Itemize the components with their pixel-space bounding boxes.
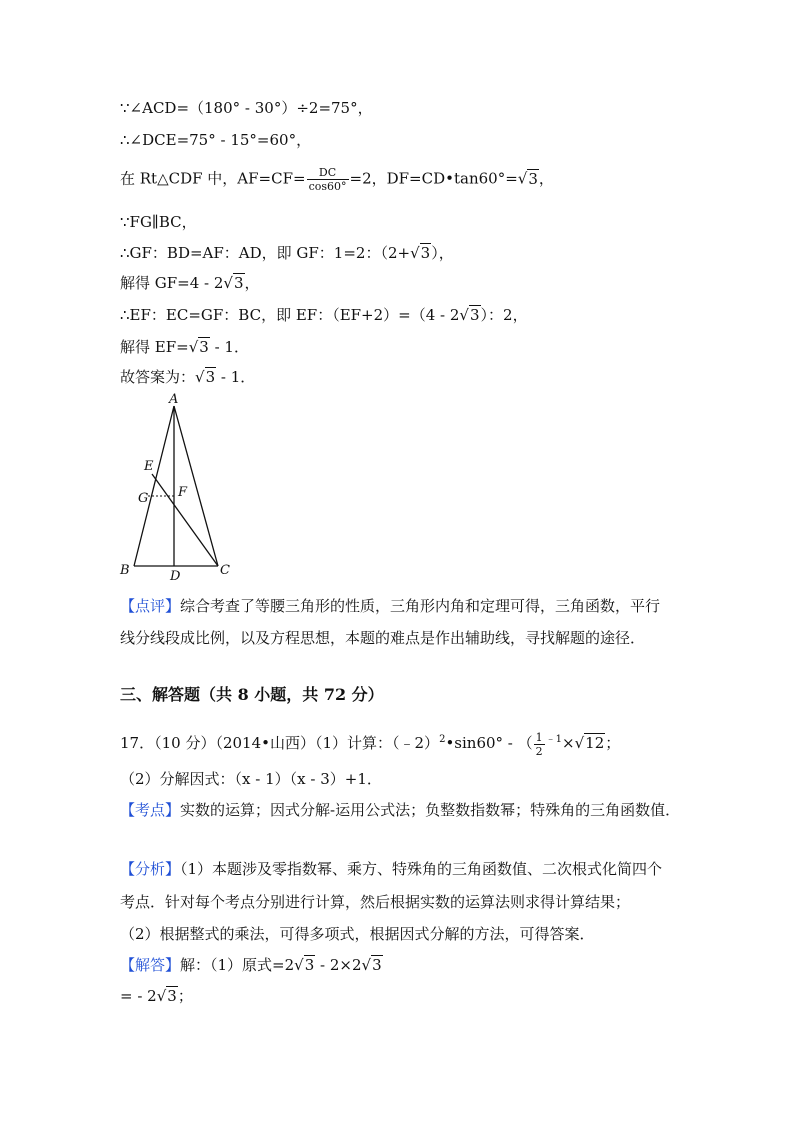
fraction-dc-cos60 bbox=[307, 166, 349, 193]
coefficient: 2 bbox=[352, 956, 362, 974]
fenxi-line-1 bbox=[120, 859, 662, 879]
solution-line-8 bbox=[120, 337, 249, 357]
sqrt-icon: √ bbox=[574, 734, 585, 752]
l7-end: ）：2， bbox=[480, 306, 528, 324]
jieda-line-1 bbox=[120, 955, 383, 975]
q17-l1-mid: •sin60° - （ bbox=[445, 734, 533, 752]
sqrt-icon: √ bbox=[294, 956, 304, 974]
fraction-one-half bbox=[534, 731, 545, 758]
jieda-l2-end: ； bbox=[177, 987, 193, 1005]
review-text-1: 综合考查了等腰三角形的性质，三角形内角和定理可得，三角函数，平行 bbox=[180, 597, 661, 615]
solution-line-7 bbox=[120, 305, 528, 325]
label-f: F bbox=[178, 485, 188, 500]
fenxi-tag: 【分析】 bbox=[120, 860, 181, 878]
fraction-denominator: cos60° bbox=[308, 180, 347, 193]
l9-pre: 故答案为： bbox=[120, 368, 196, 386]
l7-pre: ∴EF：EC=GF：BC，即 EF：（EF+2）=（4 - 2 bbox=[120, 306, 460, 324]
sqrt-icon: √ bbox=[361, 956, 372, 974]
l9-end: - 1． bbox=[216, 368, 256, 386]
section-title: 三、解答题（共 8 小题，共 72 分） bbox=[120, 685, 384, 704]
radicand: 3 bbox=[420, 244, 431, 262]
jieda-tag: 【解答】 bbox=[120, 956, 181, 974]
sqrt-icon: √ bbox=[188, 338, 199, 356]
kaodian-text: 实数的运算；因式分解-运用公式法；负整数指数幂；特殊角的三角函数值． bbox=[180, 801, 681, 819]
fraction-numerator: DC bbox=[307, 166, 349, 180]
q17-l1-pre: 17．（10 分）（2014•山西）（1）计算：（﹣2） bbox=[120, 734, 440, 752]
solution-line-6 bbox=[120, 273, 260, 293]
label-e: E bbox=[144, 459, 154, 474]
review-line-2: 线分线段成比例，以及方程思想，本题的难点是作出辅助线，寻找解题的途径． bbox=[120, 629, 646, 647]
solution-line-1: ∵∠ACD=（180° - 30°）÷2=75°， bbox=[120, 99, 373, 117]
l3-mid: =2，DF=CD•tan60°= bbox=[349, 169, 518, 188]
l6-end: ， bbox=[244, 274, 260, 292]
radicand: 12 bbox=[585, 734, 605, 752]
radicand: 3 bbox=[372, 956, 382, 974]
fenxi-line-3: （2）根据整式的乘法，可得多项式，根据因式分解的方法，可得答案． bbox=[120, 925, 595, 943]
l6-pre: 解得 GF=4 - 2 bbox=[120, 274, 224, 292]
sqrt-icon: √ bbox=[156, 987, 167, 1005]
solution-line-2: ∴∠DCE=75° - 15°=60°， bbox=[120, 131, 312, 149]
l5-end: ）， bbox=[431, 244, 454, 262]
label-a: A bbox=[169, 392, 179, 407]
kaodian-line bbox=[120, 800, 680, 820]
sqrt-icon: √ bbox=[517, 169, 528, 188]
edge-ab bbox=[134, 406, 174, 566]
jieda-l1-mid: - 2× bbox=[315, 956, 352, 974]
radicand: 3 bbox=[304, 956, 315, 974]
radicand: 3 bbox=[205, 368, 216, 386]
sqrt-icon: √ bbox=[410, 244, 420, 262]
sqrt-icon: √ bbox=[223, 274, 233, 292]
fraction-denominator: 2 bbox=[535, 744, 543, 758]
label-b: B bbox=[120, 563, 130, 578]
jieda-line-2 bbox=[120, 986, 193, 1006]
jieda-l1-pre: 解：（1）原式=2 bbox=[180, 956, 295, 974]
sqrt-icon: √ bbox=[195, 368, 205, 386]
l5-pre: ∴GF：BD=AF：AD，即 GF：1=2：（2+ bbox=[120, 244, 411, 262]
l8-pre: 解得 EF= bbox=[120, 338, 189, 356]
solution-line-3 bbox=[120, 166, 554, 193]
sqrt-icon: √ bbox=[459, 306, 469, 324]
triangle-figure bbox=[112, 392, 242, 588]
fenxi-text-1: （1）本题涉及零指数幂、乘方、特殊角的三角函数值、二次根式化简四个 bbox=[180, 860, 663, 878]
solution-line-9 bbox=[120, 367, 255, 387]
radicand: 3 bbox=[199, 338, 209, 356]
review-line-1 bbox=[120, 596, 660, 616]
review-tag: 【点评】 bbox=[120, 597, 181, 615]
solution-line-4: ∵FG∥BC， bbox=[120, 213, 197, 231]
kaodian-tag: 【考点】 bbox=[120, 801, 181, 819]
radicand: 3 bbox=[167, 987, 177, 1005]
radicand: 3 bbox=[528, 169, 538, 188]
radicand: 3 bbox=[469, 306, 480, 324]
times-sign: × bbox=[562, 734, 575, 752]
label-g: G bbox=[138, 491, 149, 506]
radicand: 3 bbox=[233, 274, 244, 292]
label-c: C bbox=[220, 563, 230, 578]
exponent: 2 bbox=[439, 734, 446, 745]
l3-pre: 在 Rt△CDF 中，AF=CF= bbox=[120, 169, 306, 188]
solution-line-5 bbox=[120, 243, 454, 263]
fraction-numerator: 1 bbox=[535, 730, 543, 744]
q17-line-2: （2）分解因式：（x - 1）（x - 3）+1． bbox=[120, 770, 382, 788]
q17-l1-end: ； bbox=[605, 734, 621, 752]
q17-line-1 bbox=[120, 730, 620, 758]
label-d: D bbox=[170, 569, 181, 584]
l3-end: ， bbox=[538, 169, 554, 188]
jieda-l2-pre: = - 2 bbox=[120, 987, 157, 1005]
exponent: ﹣1 bbox=[545, 734, 563, 745]
l8-end: - 1． bbox=[209, 338, 249, 356]
fenxi-line-2: 考点．针对每个考点分别进行计算，然后根据实数的运算法则求得计算结果； bbox=[120, 893, 631, 911]
